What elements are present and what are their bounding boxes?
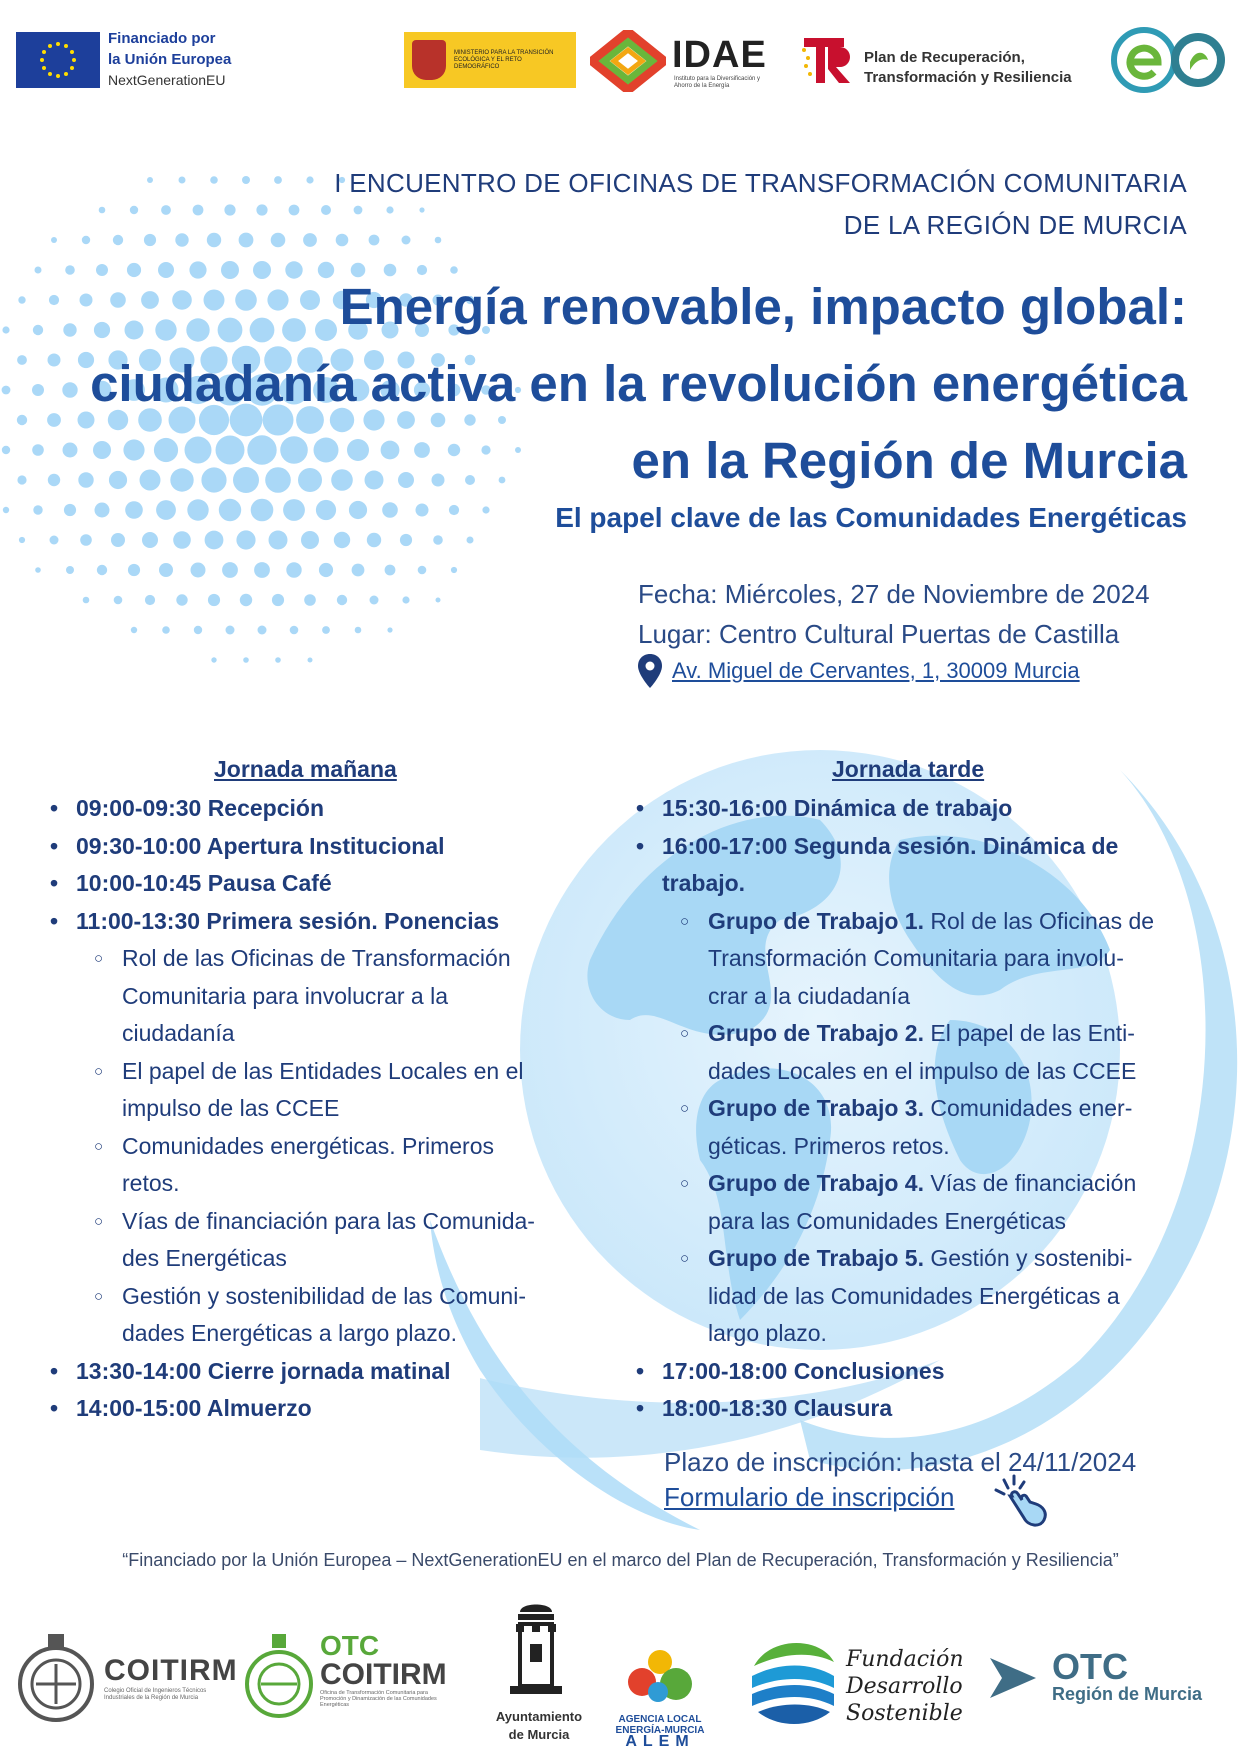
agenda-item: • 09:30-10:00 Apertura Institucional bbox=[46, 828, 606, 866]
decorative-dot bbox=[211, 657, 216, 662]
decorative-dot bbox=[367, 533, 381, 547]
fundacion-wave-icon bbox=[750, 1636, 836, 1726]
decorative-dot bbox=[187, 499, 208, 520]
eu-funding-logo-text: Financiado por la Unión Europea NextGenerationEU bbox=[108, 30, 232, 88]
morning-heading: Jornada mañana bbox=[214, 756, 397, 782]
event-date: Fecha: Miércoles, 27 de Noviembre de 2024 bbox=[638, 579, 1150, 609]
decorative-dot bbox=[349, 501, 367, 519]
decorative-dot bbox=[226, 626, 235, 635]
decorative-dot bbox=[83, 597, 90, 604]
ayuntamiento-logo-text: Ayuntamiento de Murcia bbox=[495, 1709, 583, 1742]
decorative-dot bbox=[35, 267, 42, 274]
event-venue: Lugar: Centro Cultural Puertas de Castilla bbox=[638, 619, 1120, 649]
decorative-dot bbox=[49, 295, 59, 305]
decorative-dot bbox=[400, 534, 412, 546]
agenda-item: • 17:00-18:00 Conclusiones bbox=[632, 1353, 1204, 1391]
work-group-item: ○ Grupo de Trabajo 2. El papel de las Enti- dades Locales en el impulso de las CCEE bbox=[632, 1015, 1204, 1090]
afternoon-agenda bbox=[632, 790, 1204, 1428]
decorative-dot bbox=[33, 325, 43, 335]
decorative-dot bbox=[2, 446, 10, 454]
decorative-dot bbox=[382, 502, 398, 518]
decorative-dot bbox=[208, 594, 220, 606]
decorative-dot bbox=[145, 595, 155, 605]
decorative-dot bbox=[352, 564, 365, 577]
decorative-dot bbox=[82, 236, 90, 244]
decorative-dot bbox=[451, 567, 457, 573]
decorative-dot bbox=[156, 500, 176, 520]
decorative-dot bbox=[2, 326, 9, 333]
decorative-dot bbox=[283, 499, 305, 521]
ayuntamiento-tower-icon bbox=[496, 1598, 576, 1702]
decorative-dot bbox=[370, 596, 379, 605]
decorative-dot bbox=[322, 626, 330, 634]
decorative-dot bbox=[176, 594, 187, 605]
work-group-item: ○ Grupo de Trabajo 4. Vías de financiación para las Comunidades Energéticas bbox=[632, 1165, 1204, 1240]
decorative-dot bbox=[97, 565, 107, 575]
decorative-dot bbox=[256, 204, 267, 215]
decorative-dot bbox=[254, 562, 270, 578]
agenda-subitem: ○ Rol de las Oficinas de Transformación Comunitaria para involucrar a la ciudadanía bbox=[46, 940, 606, 1053]
address-link[interactable]: Av. Miguel de Cervantes, 1, 30009 Murcia bbox=[672, 658, 1080, 683]
coitirm-logo: COITIRM Colegio Oficial de Ingenieros Técnicos Industriales de la Región de Murcia bbox=[104, 1654, 238, 1701]
agenda-item: • 09:00-09:30 Recepción bbox=[46, 790, 606, 828]
decorative-dot bbox=[258, 626, 267, 635]
pointing-hand-icon bbox=[990, 1474, 1050, 1532]
decorative-dot bbox=[482, 506, 489, 513]
decorative-dot bbox=[207, 233, 221, 247]
decorative-dot bbox=[416, 504, 429, 517]
decorative-dot bbox=[418, 566, 427, 575]
coitirm-emblem-icon bbox=[16, 1630, 96, 1726]
decorative-dot bbox=[240, 594, 252, 606]
decorative-dot bbox=[275, 657, 281, 663]
idae-logo-text: IDAE bbox=[672, 34, 767, 76]
decorative-dot bbox=[308, 658, 313, 663]
decorative-dot bbox=[467, 537, 474, 544]
map-pin-icon bbox=[638, 654, 662, 688]
otc-region-logo: OTC Región de Murcia bbox=[1052, 1646, 1203, 1704]
decorative-dot bbox=[144, 234, 156, 246]
idae-mark-icon bbox=[590, 30, 666, 92]
decorative-dot bbox=[222, 562, 238, 578]
decorative-dot bbox=[243, 657, 249, 663]
event-address[interactable] bbox=[638, 654, 1080, 688]
decorative-dot bbox=[436, 598, 441, 603]
agenda-subitem: ○ Comunidades energéticas. Primeros retos. bbox=[46, 1128, 606, 1203]
decorative-dot bbox=[131, 627, 137, 633]
agenda-item: • 15:30-16:00 Dinámica de trabajo bbox=[632, 790, 1204, 828]
decorative-dot bbox=[51, 237, 57, 243]
event-kicker: I ENCUENTRO DE OFICINAS DE TRANSFORMACIÓN COMUNITARIA DE LA REGIÓN DE MURCIA bbox=[334, 168, 1187, 240]
agenda-subitem: ○ El papel de las Entidades Locales en el impulso de las CCEE bbox=[46, 1053, 606, 1128]
decorative-dot bbox=[17, 355, 27, 365]
decorative-dot bbox=[147, 177, 153, 183]
decorative-dot bbox=[32, 384, 44, 396]
decorative-dot bbox=[65, 265, 75, 275]
prtr-logo-icon bbox=[800, 32, 858, 86]
registration-form-link[interactable]: Formulario de inscripción bbox=[664, 1482, 955, 1512]
event-title: Energía renovable, impacto global: ciudadanía activa en la revolución energética en la Región de Murcia bbox=[90, 278, 1187, 489]
decorative-dot bbox=[130, 206, 138, 214]
decorative-dot bbox=[48, 354, 61, 367]
funding-quote: “Financiado por la Unión Europea – NextGenerationEU en el marco del Plan de Recuperación, Transformación y Resiliencia” bbox=[122, 1550, 1119, 1570]
afternoon-heading: Jornada tarde bbox=[832, 756, 985, 782]
decorative-dot bbox=[271, 233, 286, 248]
agenda-item: • 13:30-14:00 Cierre jornada matinal bbox=[46, 1353, 606, 1391]
agenda-item: • 14:00-15:00 Almuerzo bbox=[46, 1390, 606, 1428]
event-info bbox=[638, 574, 1150, 654]
decorative-dot bbox=[114, 596, 123, 605]
decorative-dot bbox=[32, 444, 44, 456]
eu-flag-logo bbox=[16, 32, 100, 88]
decorative-dot bbox=[385, 565, 396, 576]
decorative-dot bbox=[3, 507, 9, 513]
fundacion-logo-text: Fundación Desarrollo Sostenible bbox=[846, 1647, 964, 1726]
decorative-dot bbox=[162, 626, 170, 634]
decorative-dot bbox=[173, 531, 191, 549]
decorative-dot bbox=[48, 474, 60, 486]
decorative-dot bbox=[50, 536, 59, 545]
decorative-dot bbox=[159, 563, 173, 577]
decorative-dot bbox=[319, 563, 333, 577]
decorative-dot bbox=[18, 296, 25, 303]
decorative-dot bbox=[337, 595, 347, 605]
decorative-dot bbox=[316, 500, 336, 520]
decorative-dot bbox=[355, 627, 362, 634]
decorative-dot bbox=[219, 499, 241, 521]
decorative-dot bbox=[286, 562, 301, 577]
decorative-dot bbox=[179, 177, 186, 184]
decorative-dot bbox=[142, 532, 158, 548]
agenda-item: • 10:00-10:45 Pausa Café bbox=[46, 865, 606, 903]
decorative-dot bbox=[63, 443, 78, 458]
decorative-dot bbox=[35, 567, 41, 573]
decorative-dot bbox=[194, 626, 202, 634]
alem-logo-icon bbox=[620, 1648, 700, 1708]
registration-deadline: Plazo de inscripción: hasta el 24/11/2024 bbox=[664, 1447, 1137, 1477]
decorative-dot bbox=[239, 233, 254, 248]
decorative-dot bbox=[17, 475, 26, 484]
agenda-subitem: ○ Gestión y sostenibilidad de las Comuni- dades Energéticas a largo plazo. bbox=[46, 1278, 606, 1353]
work-group-item: ○ Grupo de Trabajo 1. Rol de las Oficinas de Transformación Comunitaria para involu- crar a la ciudadanía bbox=[632, 903, 1204, 1016]
morning-agenda bbox=[46, 790, 606, 1428]
decorative-dot bbox=[304, 594, 316, 606]
decorative-dot bbox=[80, 534, 92, 546]
otc-coitirm-logo: OTC COITIRM Oficina de Transformación Comunitaria para Promoción y Dinamización de las Comunidades Energéticas bbox=[320, 1630, 447, 1708]
decorative-dot bbox=[175, 233, 188, 246]
decorative-dot bbox=[334, 532, 350, 548]
decorative-dot bbox=[402, 596, 409, 603]
decorative-dot bbox=[19, 537, 25, 543]
decorative-dot bbox=[125, 501, 143, 519]
decorative-dot bbox=[289, 205, 300, 216]
decorative-dot bbox=[113, 235, 123, 245]
agenda-subitem: ○ Vías de financiación para las Comunida- des Energéticas bbox=[46, 1203, 606, 1278]
decorative-dot bbox=[62, 382, 77, 397]
spain-shield-icon bbox=[412, 40, 446, 80]
decorative-dot bbox=[449, 505, 459, 515]
decorative-dot bbox=[66, 566, 74, 574]
decorative-dot bbox=[128, 564, 140, 576]
ministerio-logo: MINISTERIO PARA LA TRANSICIÓN ECOLÓGICA Y EL RETO DEMOGRÁFICO bbox=[404, 32, 576, 88]
decorative-dot bbox=[306, 176, 313, 183]
decorative-dot bbox=[321, 205, 331, 215]
decorative-dot bbox=[303, 233, 317, 247]
decorative-dot bbox=[63, 323, 76, 336]
agenda-item: • 11:00-13:30 Primera sesión. Ponencias bbox=[46, 903, 606, 941]
decorative-dot bbox=[224, 204, 235, 215]
prtr-logo-text: Plan de Recuperación, Transformación y Resiliencia bbox=[864, 49, 1072, 86]
decorative-dot bbox=[236, 530, 255, 549]
decorative-dot bbox=[64, 504, 76, 516]
alem-logo-text: AGENCIA LOCAL ENERGÍA-MURCIA ALEM bbox=[615, 1714, 705, 1750]
agenda-item: • 16:00-17:00 Segunda sesión. Dinámica de trabajo. bbox=[632, 828, 1204, 903]
decorative-dot bbox=[210, 176, 218, 184]
otc-region-arrow-icon bbox=[986, 1650, 1046, 1706]
decorative-dot bbox=[301, 531, 319, 549]
decorative-dot bbox=[387, 627, 392, 632]
decorative-dot bbox=[433, 535, 443, 545]
work-group-item: ○ Grupo de Trabajo 5. Gestión y sostenibi- lidad de las Comunidades Energéticas a largo plazo. bbox=[632, 1240, 1204, 1353]
decorative-dot bbox=[17, 415, 27, 425]
idae-logo-subtext: Instituto para la Diversificación y Ahorro de la Energía bbox=[674, 76, 761, 89]
decorative-dot bbox=[269, 531, 288, 550]
agenda-item: • 18:00-18:30 Clausura bbox=[632, 1390, 1204, 1428]
decorative-dot bbox=[290, 626, 299, 635]
decorative-dot bbox=[274, 176, 282, 184]
decorative-dot bbox=[99, 207, 106, 214]
decorative-dot bbox=[242, 176, 250, 184]
decorative-dot bbox=[2, 386, 11, 395]
decorative-dot bbox=[161, 205, 171, 215]
ec-otc-logo-icon bbox=[1110, 26, 1230, 94]
decorative-dot bbox=[272, 594, 284, 606]
decorative-dot bbox=[251, 499, 274, 522]
decorative-dot bbox=[111, 533, 125, 547]
otc-coitirm-emblem-icon bbox=[242, 1630, 316, 1726]
decorative-dot bbox=[47, 413, 61, 427]
decorative-dot bbox=[33, 505, 42, 514]
work-group-item: ○ Grupo de Trabajo 3. Comunidades ener- géticas. Primeros retos. bbox=[632, 1090, 1204, 1165]
decorative-dot bbox=[95, 503, 110, 518]
decorative-dot bbox=[191, 563, 206, 578]
decorative-dot bbox=[205, 531, 224, 550]
decorative-dot bbox=[193, 205, 204, 216]
event-subtitle: El papel clave de las Comunidades Energéticas bbox=[555, 502, 1187, 533]
